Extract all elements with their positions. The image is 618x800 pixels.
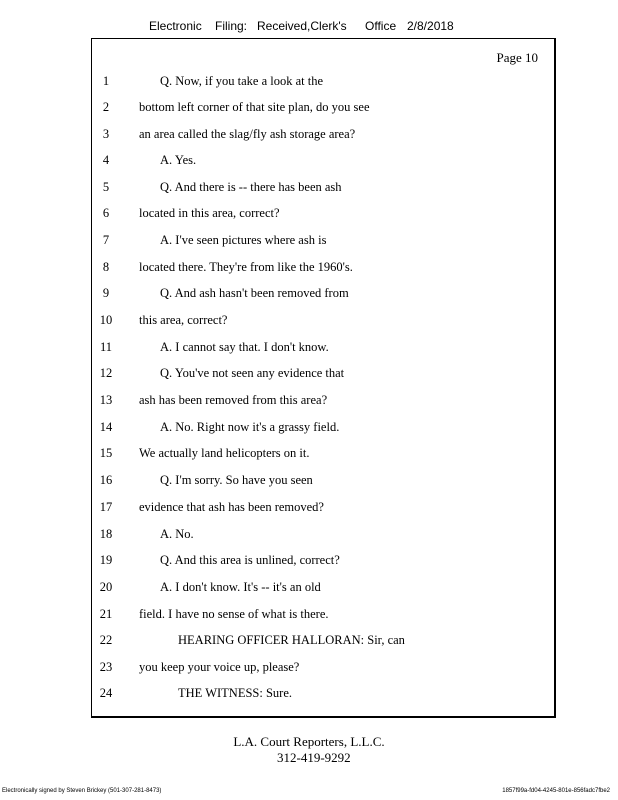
line-number: 4: [102, 153, 110, 167]
line-text: located there. They're from like the 1960's.: [139, 260, 353, 274]
line-text: A. I've seen pictures where ash is: [160, 233, 327, 247]
transcript-line: [0, 233, 618, 249]
page-number: Page 10: [496, 50, 538, 65]
transcript-line: [0, 527, 618, 543]
line-number: 2: [102, 100, 110, 114]
line-number: 15: [99, 446, 113, 460]
transcript-line: [0, 686, 618, 702]
header-date: 2/8/2018: [407, 19, 454, 33]
line-number: 22: [99, 633, 113, 647]
line-text: HEARING OFFICER HALLORAN: Sir, can: [178, 633, 405, 647]
transcript-line: [0, 473, 618, 489]
transcript-line: [0, 366, 618, 382]
line-number: 11: [99, 340, 113, 354]
transcript-line: [0, 127, 618, 143]
line-text: Q. And ash hasn't been removed from: [160, 286, 349, 300]
transcript-line: [0, 607, 618, 623]
line-number: 7: [102, 233, 110, 247]
line-number: 23: [99, 660, 113, 674]
line-number: 20: [99, 580, 113, 594]
line-number: 14: [99, 420, 113, 434]
line-number: 8: [102, 260, 110, 274]
line-text: field. I have no sense of what is there.: [139, 607, 329, 621]
line-text: Q. Now, if you take a look at the: [160, 74, 324, 88]
line-text: you keep your voice up, please?: [139, 660, 300, 674]
transcript-line: [0, 633, 618, 649]
transcript-line: [0, 206, 618, 222]
line-text: ash has been removed from this area?: [139, 393, 328, 407]
line-number: 13: [99, 393, 113, 407]
transcript-line: [0, 153, 618, 169]
transcript-line: [0, 286, 618, 302]
line-number: 10: [99, 313, 113, 327]
transcript-line: [0, 340, 618, 356]
line-text: A. I don't know. It's -- it's an old: [160, 580, 321, 594]
transcript-line: [0, 420, 618, 436]
line-text: A. Yes.: [160, 153, 197, 167]
line-number: 1: [102, 74, 110, 88]
transcript-line: [0, 500, 618, 516]
transcript-line: [0, 580, 618, 596]
line-text: A. I cannot say that. I don't know.: [160, 340, 329, 354]
line-number: 21: [99, 607, 113, 621]
line-number: 17: [99, 500, 113, 514]
header-filing: Filing:: [215, 19, 248, 33]
line-text: Q. And this area is unlined, correct?: [160, 553, 340, 567]
line-text: this area, correct?: [139, 313, 228, 327]
line-text: Q. You've not seen any evidence that: [160, 366, 345, 380]
transcript-line: [0, 180, 618, 196]
line-number: 9: [102, 286, 110, 300]
line-text: evidence that ash has been removed?: [139, 500, 324, 514]
header-office: Office: [365, 19, 397, 33]
transcript-line: [0, 393, 618, 409]
header-received: Received,Clerk's: [257, 19, 347, 33]
line-number: 16: [99, 473, 113, 487]
line-number: 24: [99, 686, 113, 700]
line-number: 18: [99, 527, 113, 541]
transcript-line: [0, 100, 618, 116]
reporter-firm: L.A. Court Reporters, L.L.C.: [233, 734, 385, 749]
transcript-line: [0, 313, 618, 329]
transcript-line: [0, 260, 618, 276]
line-text: located in this area, correct?: [139, 206, 280, 220]
reporter-phone: 312-419-9292: [277, 750, 351, 765]
filing-header: [0, 19, 618, 37]
line-text: Q. And there is -- there has been ash: [160, 180, 342, 194]
transcript-line: [0, 446, 618, 462]
line-text: We actually land helicopters on it.: [139, 446, 310, 460]
line-text: an area called the slag/fly ash storage area?: [139, 127, 356, 141]
transcript-line: [0, 74, 618, 90]
line-number: 19: [99, 553, 113, 567]
line-number: 12: [99, 366, 113, 380]
line-text: THE WITNESS: Sure.: [178, 686, 292, 700]
line-text: A. No. Right now it's a grassy field.: [160, 420, 340, 434]
transcript-line: [0, 660, 618, 676]
document-id: 1857f99a-fd04-4245-801e-856fadc7fbe2: [502, 788, 610, 794]
header-electronic: Electronic: [149, 19, 202, 33]
line-number: 6: [102, 206, 110, 220]
line-number: 5: [102, 180, 110, 194]
line-text: A. No.: [160, 527, 194, 541]
line-text: Q. I'm sorry. So have you seen: [160, 473, 313, 487]
electronic-signature: Electronically signed by Steven Brickey (501-307-281-8473): [2, 788, 162, 794]
line-number: 3: [102, 127, 110, 141]
line-text: bottom left corner of that site plan, do you see: [139, 100, 370, 114]
transcript-line: [0, 553, 618, 569]
